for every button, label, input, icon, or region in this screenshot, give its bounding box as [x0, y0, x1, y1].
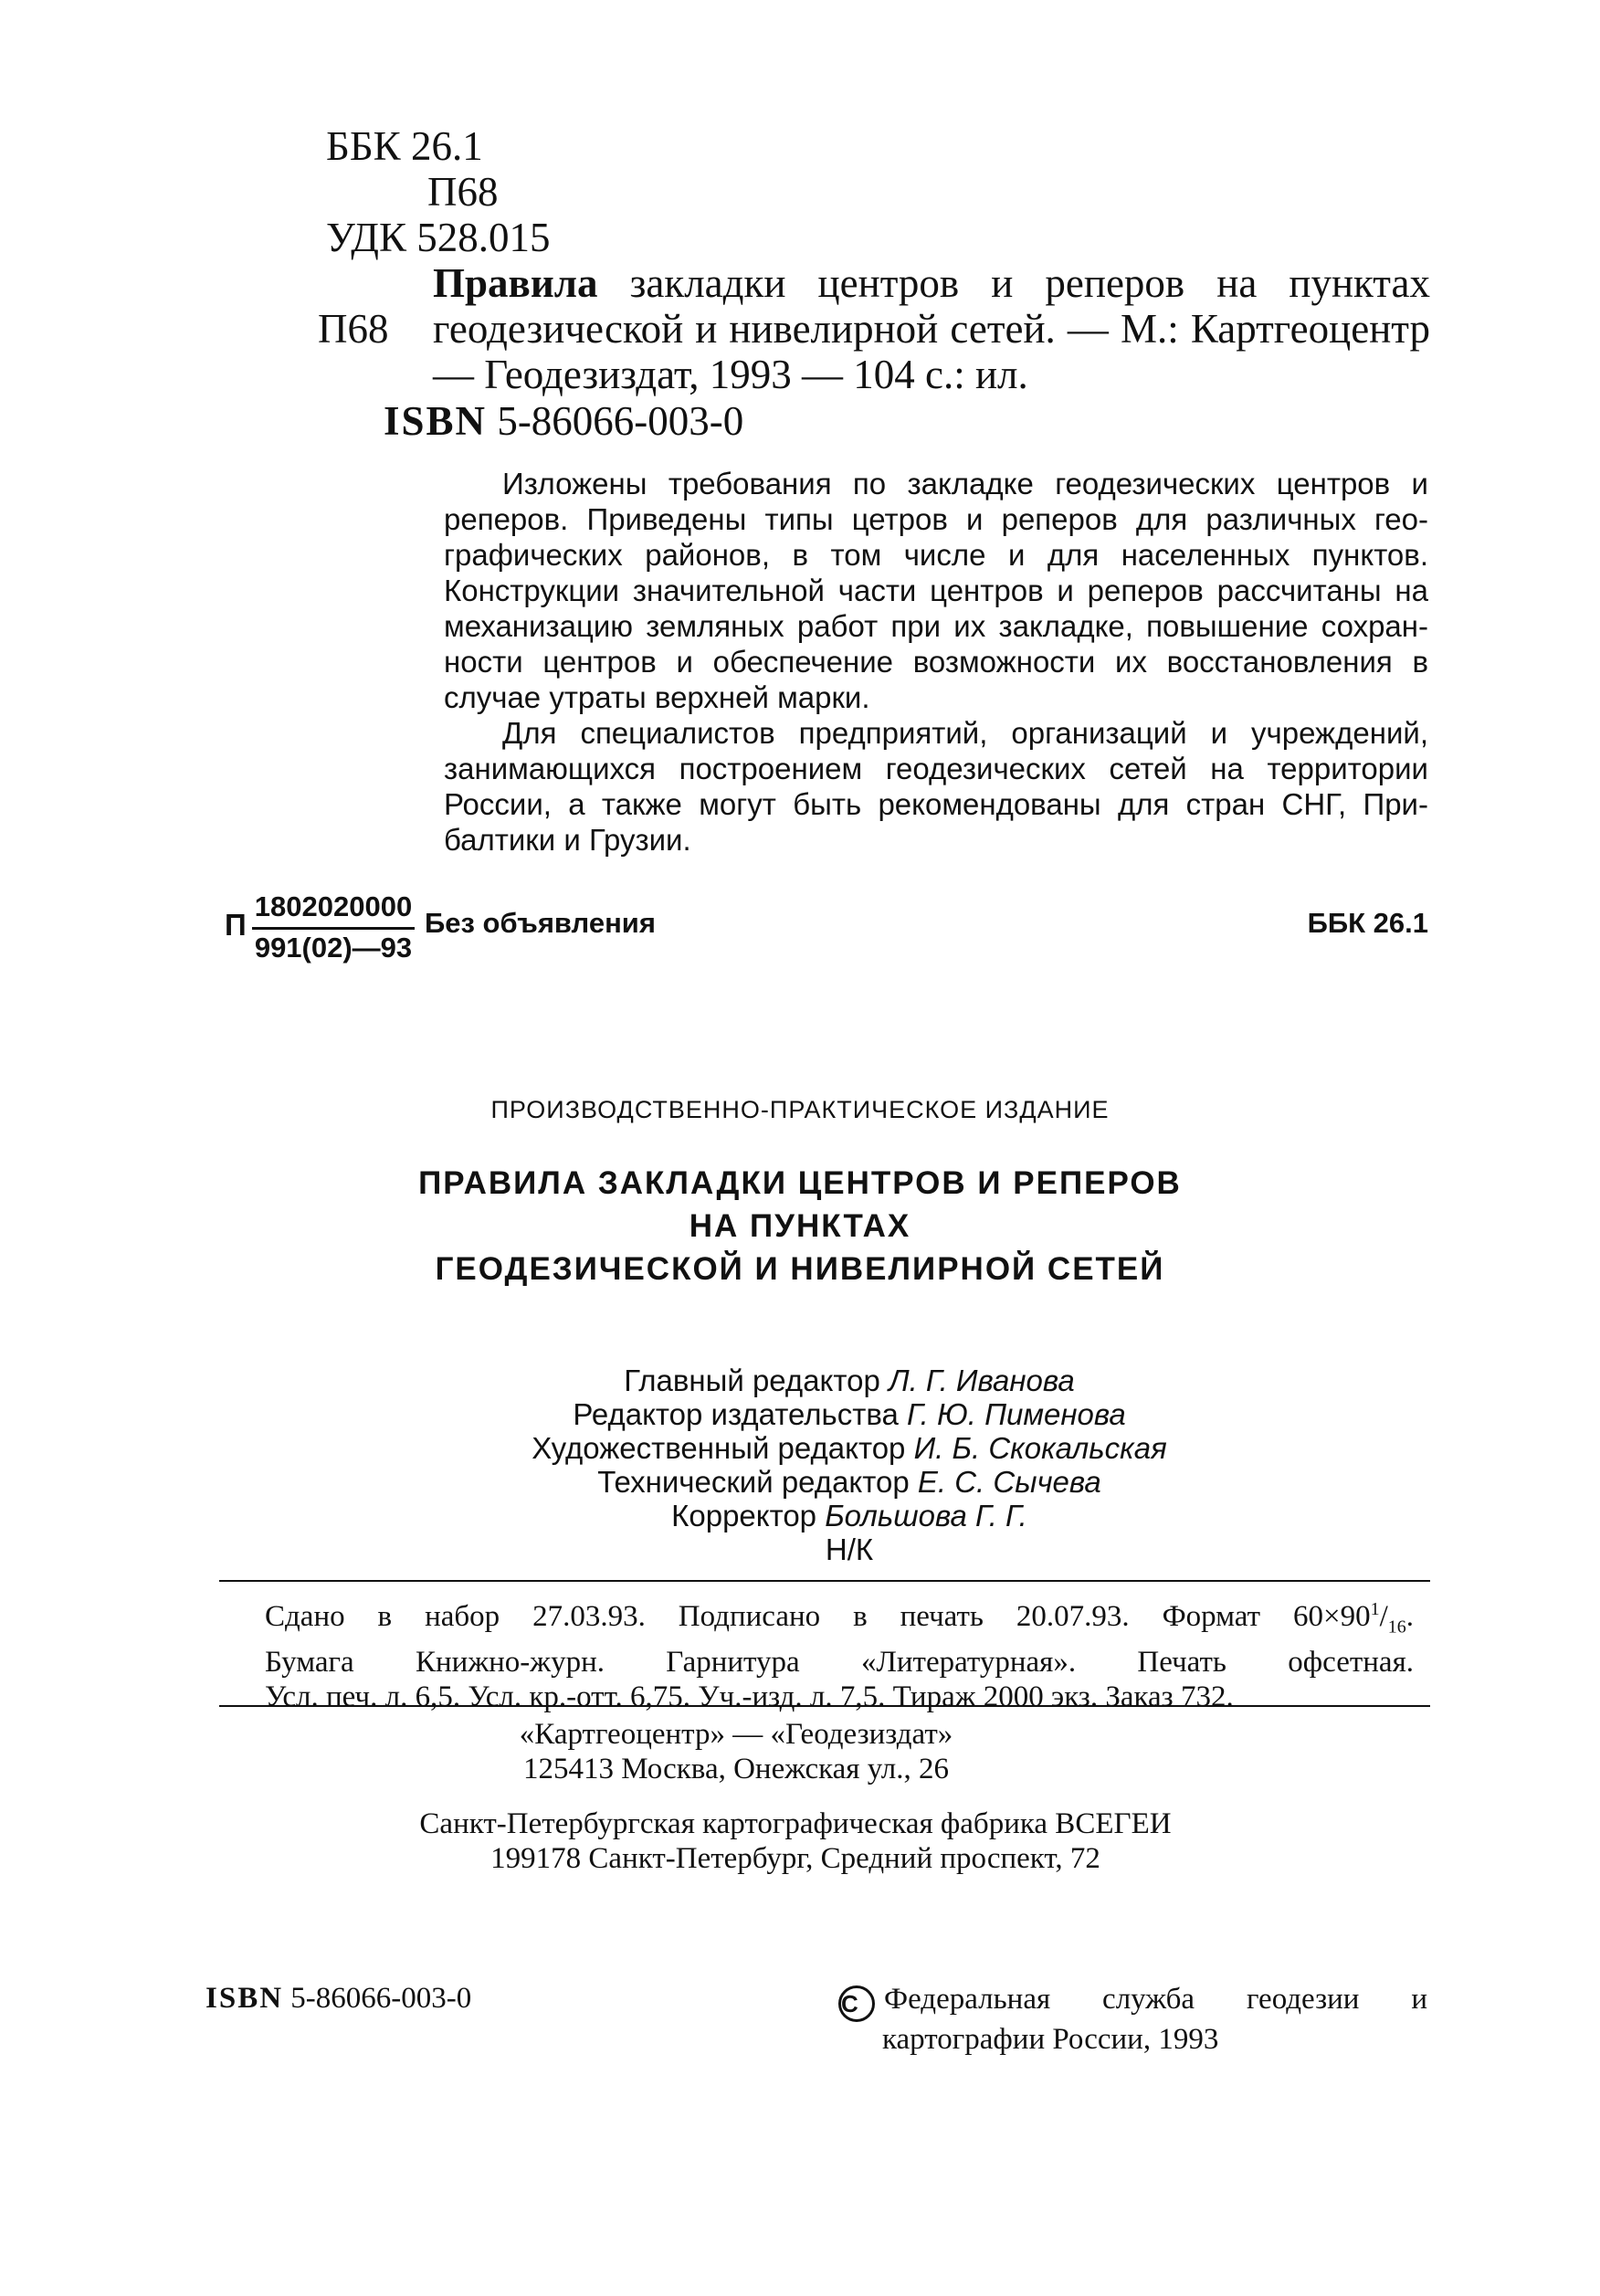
index-numerator: 1802020000 — [252, 890, 415, 930]
imprint-text: 90 — [1340, 1600, 1371, 1633]
printer — [0, 1806, 1595, 1876]
times-sign: × — [1322, 1600, 1341, 1633]
credits — [393, 1364, 1306, 1566]
credit-line — [393, 1499, 1306, 1532]
credit-role: Художественный редактор — [532, 1431, 914, 1465]
imprint-text: / — [1379, 1600, 1388, 1633]
edition-type: ПРОИЗВОДСТВЕННО-ПРАКТИЧЕСКОЕ ИЗДАНИЕ — [490, 1096, 1110, 1123]
annotation-paragraph-1: Изложены требования по закладке геодезических центров и реперов. Приведены типы цетров и реперов для различных географических районов, в том числе и для населенных пунктов. Конструкции значительной части центров и реперов рассчитаны на механизацию земляных работ при их закладке, повышение сохранности центров и обеспечение возможности их восстановления в случае утраты верхней марки. — [444, 467, 1428, 714]
side-author-mark: П68 — [318, 306, 389, 352]
copyright-icon: C — [838, 1985, 875, 2022]
format-subscript: 16 — [1387, 1617, 1406, 1638]
credit-line — [393, 1465, 1306, 1499]
isbn-bottom-label: ISBN — [205, 1982, 284, 2015]
index-prefix: П — [225, 908, 247, 942]
credit-name: Большова Г. Г. — [825, 1499, 1027, 1532]
credit-role: Редактор издательства — [573, 1397, 908, 1431]
imprint-text: Сдано в набор 27.03.93. Подписано в печать 20.07.93. Формат 60 — [265, 1600, 1323, 1633]
printer-name: Санкт-Петербургская картографическая фабрика ВСЕГЕИ — [419, 1807, 1172, 1840]
imprint-line-1 — [265, 1592, 1414, 1645]
index-denominator: 991(02)—93 — [254, 932, 413, 964]
credit-name: Е. С. Сычева — [917, 1465, 1101, 1499]
imprint-line-3: Усл. печ. л. 6,5. Усл. кр.-отт. 6,75. Уч.-изд. л. 7,5. Тираж 2000 экз. Заказ 732. — [265, 1680, 1234, 1713]
index-bbk: ББК 26.1 — [1307, 907, 1428, 939]
bib-title-bold: Правила — [433, 260, 598, 306]
bbk-code: ББК 26.1 — [326, 123, 483, 169]
credit-name: И. Б. Скокальская — [913, 1431, 1167, 1465]
imprint — [265, 1592, 1414, 1714]
copyright — [838, 1982, 1427, 2058]
imprint-line-2: Бумага Книжно-журн. Гарнитура «Литературная». Печать офсетная. — [265, 1645, 1414, 1679]
title-line-2: НА ПУНКТАХ — [689, 1208, 911, 1244]
credit-name: Г. Ю. Пименова — [907, 1397, 1126, 1431]
credit-role: Главный редактор — [624, 1364, 889, 1397]
credit-line — [393, 1364, 1306, 1397]
imprint-text: . — [1405, 1600, 1414, 1633]
index-note: Без объявления — [425, 907, 656, 939]
credit-role: Корректор — [671, 1499, 826, 1532]
bibliographic-record — [433, 260, 1430, 397]
isbn-top-label: ISBN — [384, 398, 488, 444]
isbn-bottom-number: 5-86066-003-0 — [290, 1982, 472, 2015]
credit-name: Л. Г. Иванова — [888, 1364, 1075, 1397]
title-line-3: ГЕОДЕЗИЧЕСКОЙ И НИВЕЛИРНОЙ СЕТЕЙ — [435, 1251, 1165, 1287]
publisher-name: «Картгеоцентр» — «Геодезиздат» — [519, 1718, 953, 1751]
author-mark: П68 — [427, 169, 499, 215]
credit-role: Технический редактор — [597, 1465, 918, 1499]
title-line-1: ПРАВИЛА ЗАКЛАДКИ ЦЕНТРОВ И РЕПЕРОВ — [418, 1165, 1182, 1201]
isbn-bottom — [205, 1982, 471, 2016]
publisher-address: 125413 Москва, Онежская ул., 26 — [523, 1753, 949, 1785]
publisher — [0, 1717, 1536, 1786]
imprint-rule-top — [219, 1580, 1430, 1582]
annotation — [444, 466, 1428, 858]
credit-line — [393, 1431, 1306, 1465]
bib-description: закладки центров и реперов на пунктах геодезической и нивелирной сетей. — М.: Картгеоцентр — Геодезиздат, 1993 — 104 с.: ил. — [433, 260, 1430, 397]
copyright-line-2: картографии России, 1993 — [882, 2023, 1219, 2056]
isbn-top-number: 5-86066-003-0 — [497, 398, 744, 444]
isbn-top — [384, 397, 743, 445]
annotation-paragraph-2: Для специалистов предприятий, организаций и учреждений, занимающихся построением геодезических сетей на территории России, а также могут быть рекомендованы для стран СНГ, Прибалтики и Грузии. — [444, 716, 1428, 857]
imprint-rule-bottom — [219, 1705, 1430, 1707]
copyright-holder: Федеральная служба геодезии и — [884, 1983, 1427, 2016]
format-superscript: 1 — [1370, 1599, 1380, 1619]
udk-code: УДК 528.015 — [326, 215, 551, 260]
book-title — [0, 1162, 1600, 1290]
copyright-line-1 — [838, 1982, 1427, 2022]
printer-address: 199178 Санкт-Петербург, Средний проспект, 72 — [490, 1842, 1100, 1875]
index-fraction — [252, 890, 415, 964]
credits-code: Н/К — [825, 1532, 874, 1566]
credit-line — [393, 1397, 1306, 1431]
